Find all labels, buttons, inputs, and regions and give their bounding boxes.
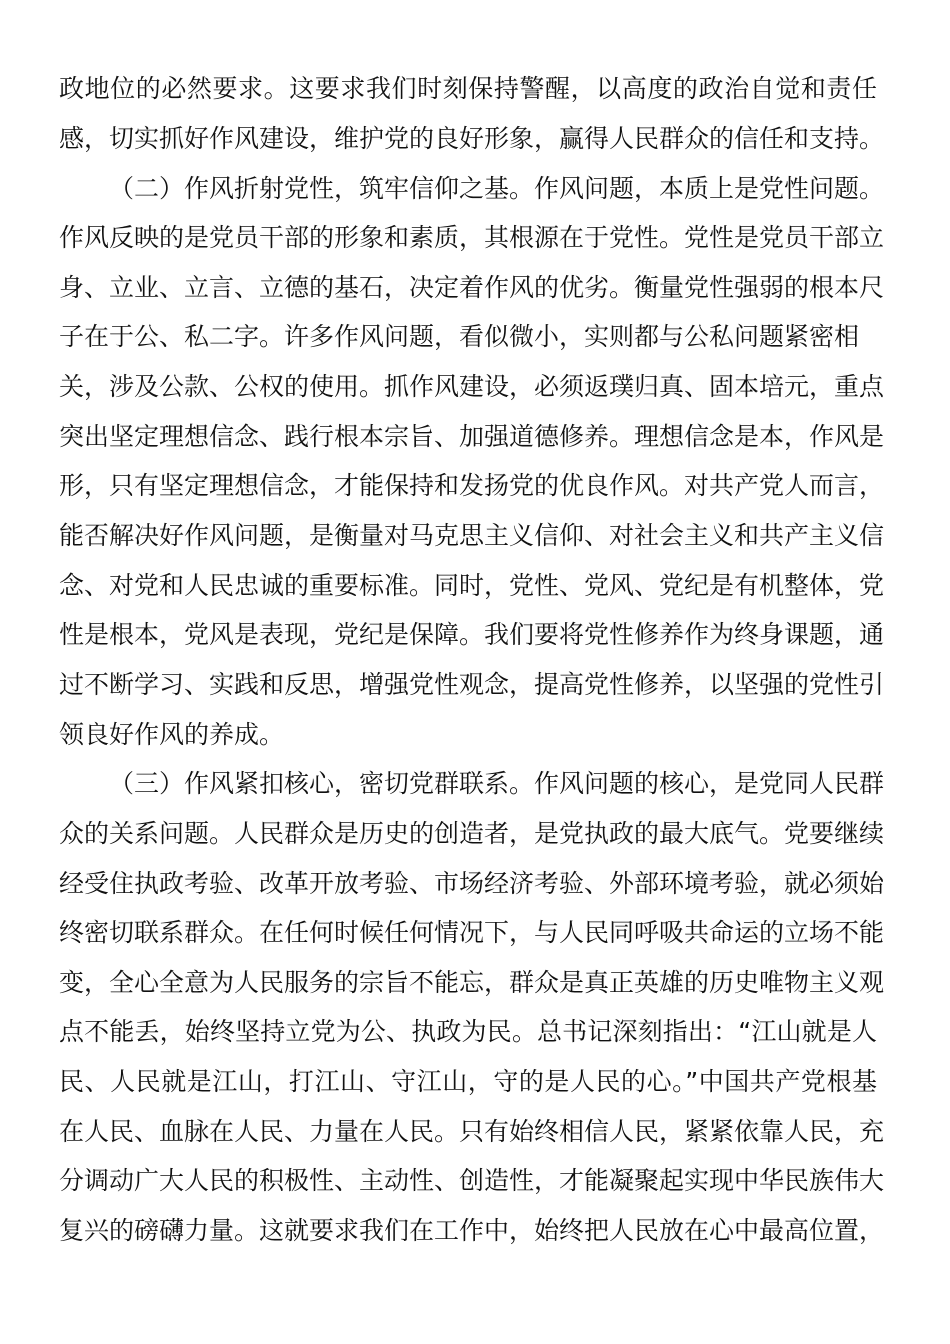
text-line: 在人民、血脉在人民、力量在人民。只有始终相信人民，紧紧依靠人民，充 <box>59 1117 885 1146</box>
text-line: 能否解决好作风问题，是衡量对马克思主义信仰、对社会主义和共产主义信 <box>59 521 885 550</box>
text-line: 身、立业、立言、立德的基石，决定着作风的优劣。衡量党性强弱的根本尺 <box>59 273 885 302</box>
text-line: 作风反映的是党员干部的形象和素质，其根源在于党性。党性是党员干部立 <box>59 223 885 252</box>
paragraph-heading-line: （二）作风折射党性，筑牢信仰之基。作风问题，本质上是党性问题。 <box>109 174 885 203</box>
text-line: 过不断学习、实践和反思，增强党性观念，提高党性修养，以坚强的党性引 <box>59 670 885 699</box>
text-line: 突出坚定理想信念、践行根本宗旨、加强道德修养。理想信念是本，作风是 <box>59 422 885 451</box>
paragraph-heading-line: （三）作风紧扣核心，密切党群联系。作风问题的核心，是党同人民群 <box>109 769 885 798</box>
text-line: 经受住执政考验、改革开放考验、市场经济考验、外部环境考验，就必须始 <box>59 869 885 898</box>
text-line: 领良好作风的养成。 <box>59 720 285 749</box>
text-line: 性是根本，党风是表现，党纪是保障。我们要将党性修养作为终身课题，通 <box>59 620 885 649</box>
text-line: 变，全心全意为人民服务的宗旨不能忘，群众是真正英雄的历史唯物主义观 <box>59 968 885 997</box>
text-line: 民、人民就是江山，打江山、守江山，守的是人民的心。”中国共产党根基 <box>59 1067 877 1096</box>
text-line: 形，只有坚定理想信念，才能保持和发扬党的优良作风。对共产党人而言， <box>59 471 885 500</box>
text-line: 子在于公、私二字。许多作风问题，看似微小，实则都与公私问题紧密相 <box>59 322 860 351</box>
text-line: 复兴的磅礴力量。这就要求我们在工作中，始终把人民放在心中最高位置， <box>59 1216 885 1245</box>
text-line: 感，切实抓好作风建设，维护党的良好形象，赢得人民群众的信任和支持。 <box>59 124 885 153</box>
text-line: 政地位的必然要求。这要求我们时刻保持警醒，以高度的政治自觉和责任 <box>59 74 877 103</box>
text-line: 分调动广大人民的积极性、主动性、创造性，才能凝聚起实现中华民族伟大 <box>59 1166 885 1195</box>
text-line: 终密切联系群众。在任何时候任何情况下，与人民同呼吸共命运的立场不能 <box>59 918 885 947</box>
text-line: 众的关系问题。人民群众是历史的创造者，是党执政的最大底气。党要继续 <box>59 819 885 848</box>
text-line: 念、对党和人民忠诚的重要标准。同时，党性、党风、党纪是有机整体，党 <box>59 571 885 600</box>
text-line: 关，涉及公款、公权的使用。抓作风建设，必须返璞归真、固本培元，重点 <box>59 372 885 401</box>
text-line: 点不能丢，始终坚持立党为公、执政为民。总书记深刻指出：“江山就是人 <box>59 1017 877 1046</box>
